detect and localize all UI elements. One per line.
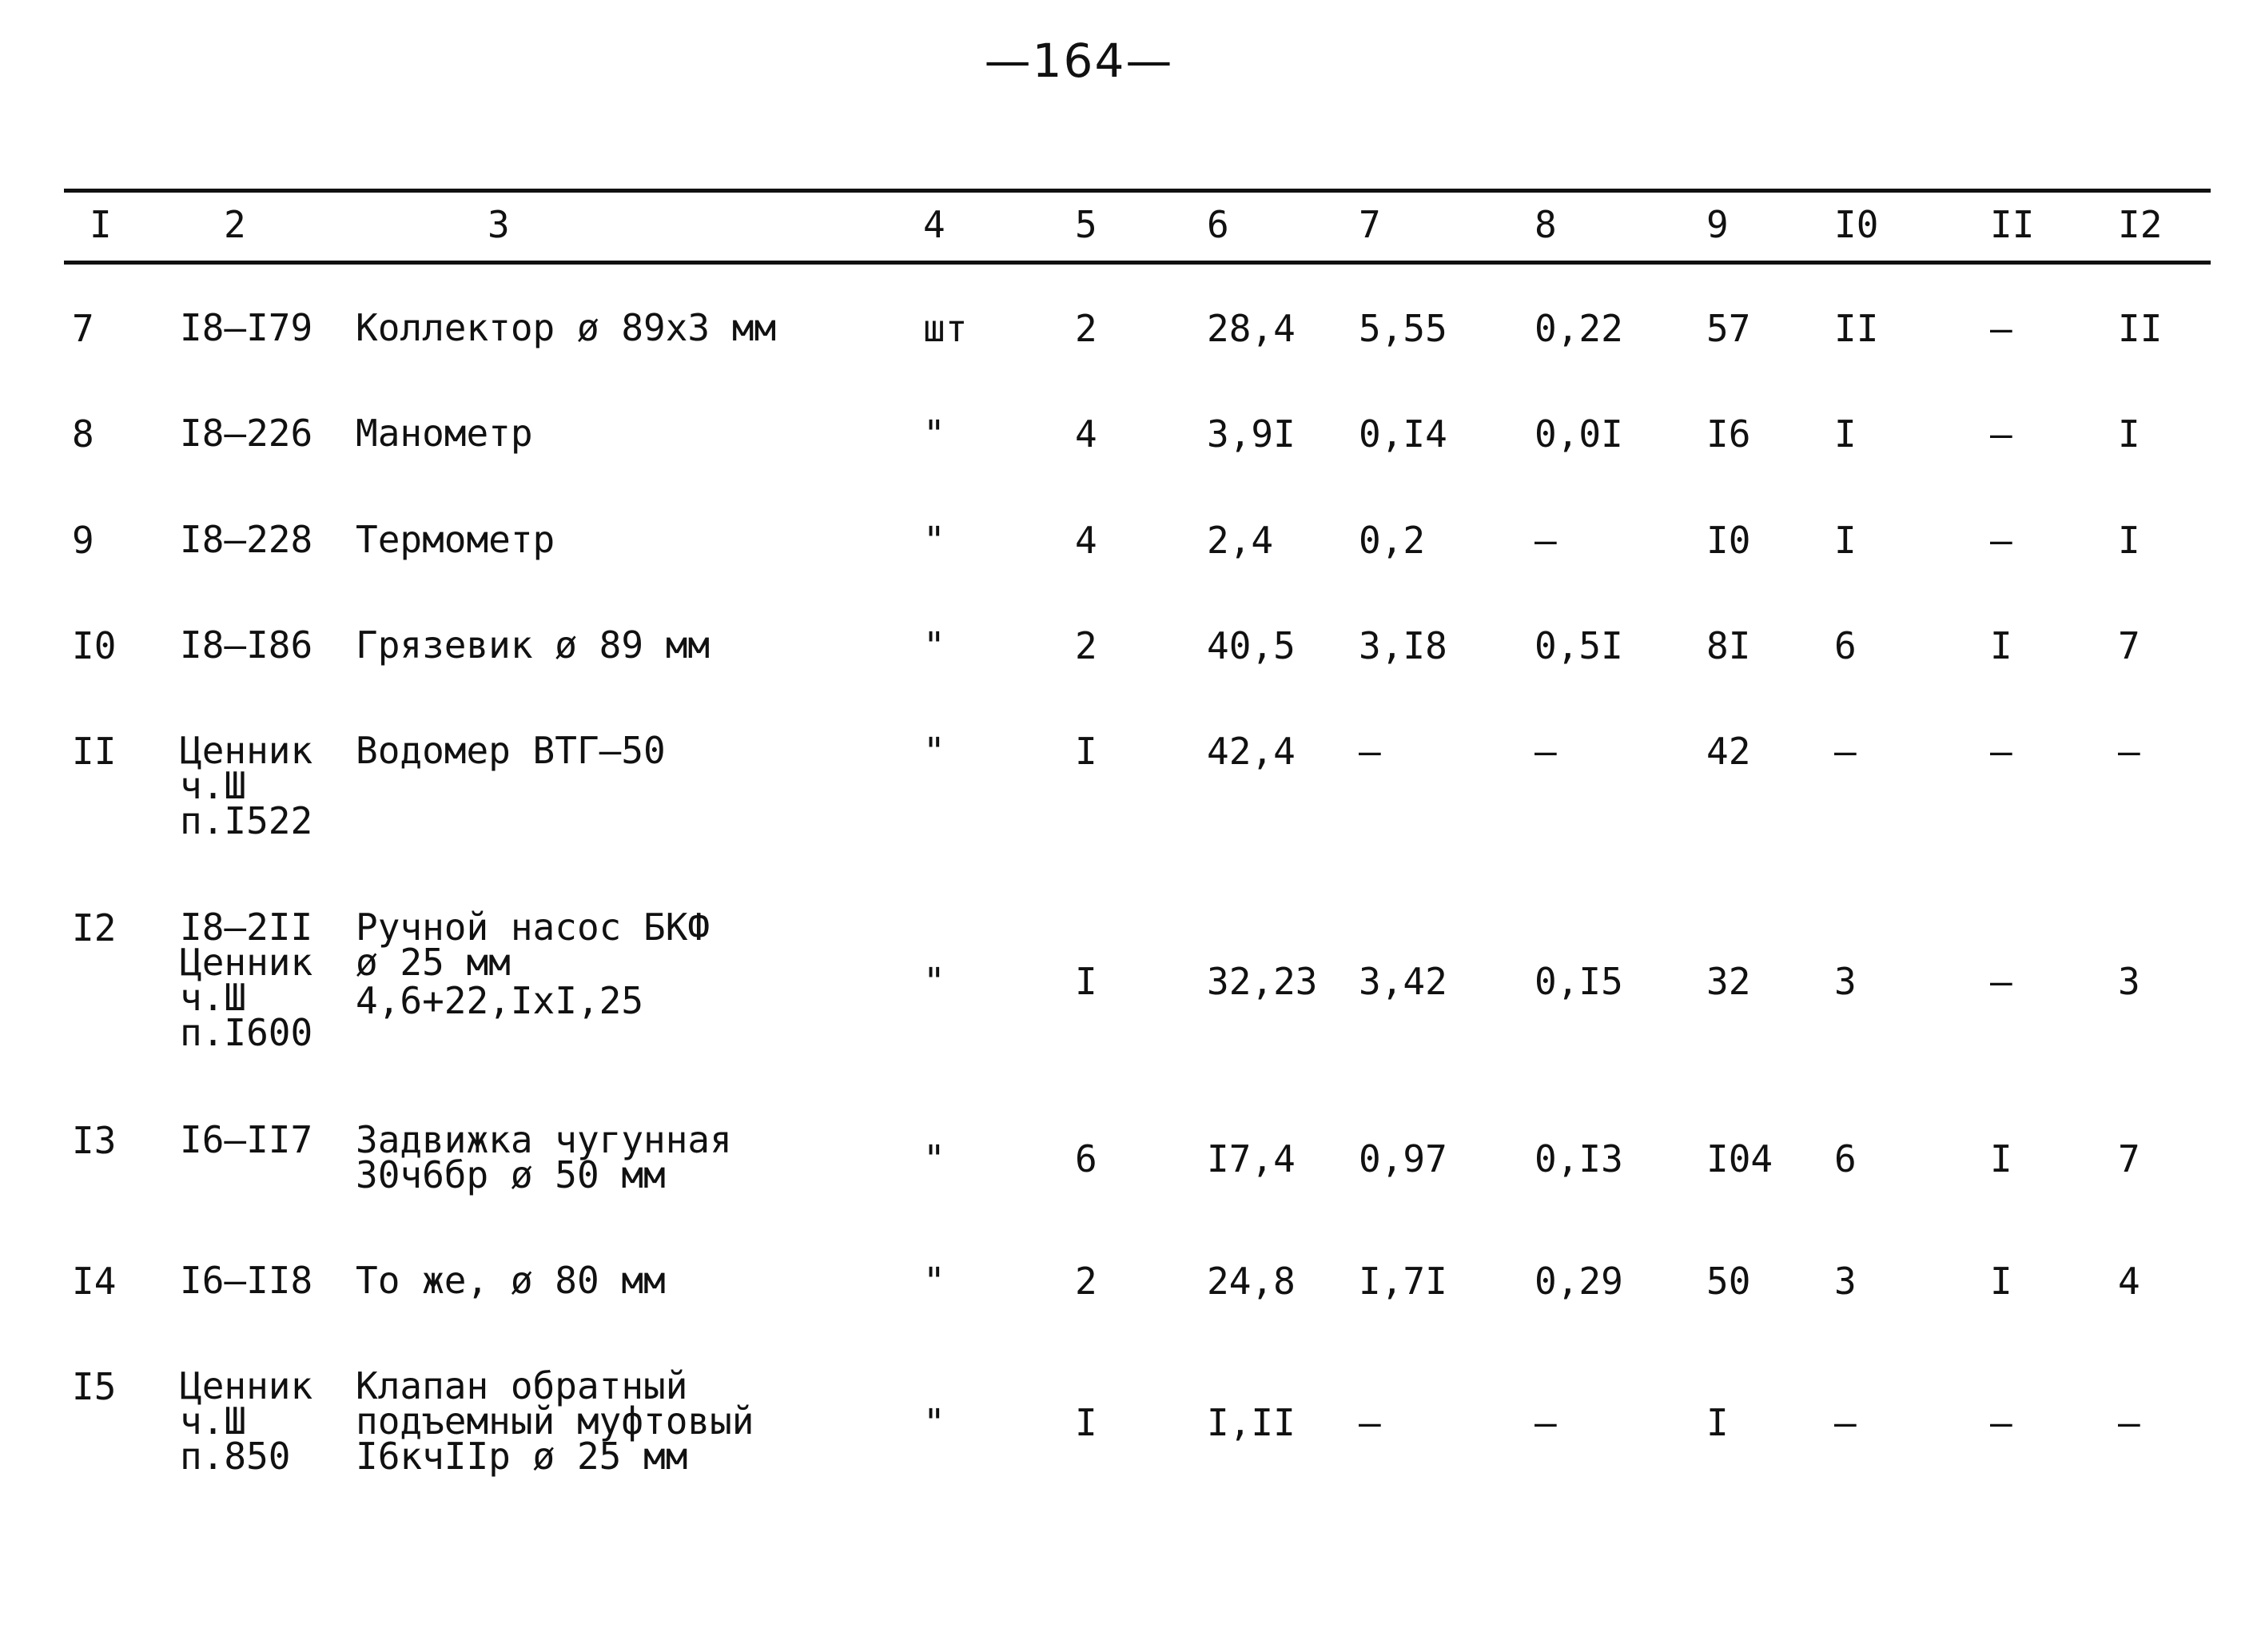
cell-col-10: II (1834, 307, 1879, 350)
cell-col-12: I (2118, 519, 2140, 562)
cell-line: п.850 (180, 1435, 291, 1478)
cell-col-8: 0,I5 (1535, 960, 1623, 1003)
cell-col-7: – (1359, 1401, 1381, 1444)
header-cell-col-11: II (1990, 203, 2035, 246)
cell-col-12: 7 (2118, 1137, 2140, 1180)
cell-col-3 (356, 1364, 754, 1478)
header-cell-col-5: 5 (1075, 203, 1097, 246)
cell-col-4: " (923, 1401, 945, 1444)
cell-col-2 (180, 1118, 313, 1161)
cell-col-7: I,7I (1359, 1260, 1447, 1303)
cell-col-4: " (923, 1260, 945, 1303)
header-cell-col-8: 8 (1535, 203, 1557, 246)
cell-line: I8–2II (180, 906, 313, 949)
cell-col-4: " (923, 1137, 945, 1180)
header-cell-col-6: 6 (1207, 203, 1229, 246)
cell-line: п.I600 (180, 1011, 313, 1054)
cell-col-7: 3,42 (1359, 960, 1447, 1003)
cell-col-6: 3,9I (1207, 412, 1296, 456)
cell-col-7: 3,I8 (1359, 624, 1447, 667)
header-cell-col-4: 4 (923, 203, 945, 246)
cell-line: I8–226 (180, 412, 313, 455)
cell-line: Манометр (356, 412, 533, 455)
cell-col-6: I,II (1207, 1401, 1296, 1444)
cell-col-5: 2 (1075, 624, 1097, 667)
cell-col-4: " (923, 412, 945, 456)
table-top-rule (64, 189, 2211, 193)
cell-line: п.I522 (180, 799, 313, 842)
cell-col-9: 8I (1706, 624, 1751, 667)
cell-line: ø 25 мм (356, 941, 511, 984)
cell-col-5: I (1075, 1401, 1097, 1444)
cell-col-2 (180, 729, 313, 842)
cell-col-11: I (1990, 1137, 2012, 1180)
cell-col-9: 57 (1706, 307, 1751, 350)
cell-line: подъемный муфтовый (356, 1399, 754, 1443)
cell-col-3 (356, 412, 533, 455)
cell-col-9: I6 (1706, 412, 1751, 456)
cell-col-2 (180, 623, 313, 667)
cell-line: Термометр (356, 518, 555, 561)
cell-line: Ценник (180, 729, 313, 772)
cell-col-2 (180, 412, 313, 455)
cell-col-11: – (1990, 1401, 2012, 1444)
cell-col-10: I (1834, 412, 1857, 456)
cell-col-9: 32 (1706, 960, 1751, 1003)
cell-col-2 (180, 906, 313, 1054)
cell-col-1: I4 (72, 1260, 117, 1303)
cell-line: Водомер ВТГ–50 (356, 729, 666, 772)
cell-col-8: – (1535, 1401, 1557, 1444)
cell-col-3 (356, 1259, 666, 1302)
header-cell-col-10: I0 (1834, 203, 1879, 246)
cell-line: I6–II8 (180, 1259, 313, 1302)
cell-col-4: " (923, 624, 945, 667)
cell-col-12: I (2118, 412, 2140, 456)
cell-col-8: 0,5I (1535, 624, 1623, 667)
cell-col-10: – (1834, 1401, 1857, 1444)
cell-col-5: 2 (1075, 307, 1097, 350)
cell-col-11: – (1990, 412, 2012, 456)
cell-line: Ручной насос БКФ (356, 906, 711, 949)
cell-col-12: 4 (2118, 1260, 2140, 1303)
cell-col-10: 3 (1834, 1260, 1857, 1303)
cell-col-10: 6 (1834, 1137, 1857, 1180)
cell-col-8: – (1535, 519, 1557, 562)
header-cell-col-1: I (90, 203, 112, 246)
cell-col-7: 0,97 (1359, 1137, 1447, 1180)
cell-col-6: 42,4 (1207, 730, 1296, 773)
cell-line: 4,6+22,IхI,25 (356, 979, 644, 1022)
cell-line: I8–I86 (180, 623, 313, 667)
cell-col-3 (356, 729, 666, 772)
cell-line: Коллектор ø 89х3 мм (356, 306, 777, 349)
cell-col-8: 0,22 (1535, 307, 1623, 350)
cell-col-7: 0,I4 (1359, 412, 1447, 456)
cell-col-8: – (1535, 730, 1557, 773)
cell-col-12: 7 (2118, 624, 2140, 667)
cell-col-11: – (1990, 307, 2012, 350)
cell-col-4: " (923, 730, 945, 773)
page-number: —164— (984, 34, 1174, 88)
header-cell-col-3: 3 (488, 203, 510, 246)
cell-line: ч.Ш (180, 976, 247, 1019)
cell-col-9: I0 (1706, 519, 1751, 562)
cell-col-7: 5,55 (1359, 307, 1447, 350)
cell-col-8: 0,29 (1535, 1260, 1623, 1303)
cell-col-11: – (1990, 960, 2012, 1003)
cell-col-8: 0,0I (1535, 412, 1623, 456)
cell-col-3 (356, 306, 777, 349)
cell-col-7: – (1359, 730, 1381, 773)
cell-line: ч.Ш (180, 1399, 247, 1443)
table-header-rule (64, 261, 2211, 265)
cell-col-4: " (923, 960, 945, 1003)
cell-col-10: 3 (1834, 960, 1857, 1003)
cell-col-9: 42 (1706, 730, 1751, 773)
cell-col-5: 4 (1075, 412, 1097, 456)
cell-line: ч.Ш (180, 764, 247, 807)
cell-col-4: шт (923, 307, 968, 350)
cell-col-7: 0,2 (1359, 519, 1426, 562)
cell-col-1: 8 (72, 412, 94, 456)
cell-line: То же, ø 80 мм (356, 1259, 666, 1302)
cell-col-6: 28,4 (1207, 307, 1296, 350)
cell-line: I6кчIIр ø 25 мм (356, 1435, 688, 1478)
cell-col-9: 50 (1706, 1260, 1751, 1303)
header-cell-col-2: 2 (224, 203, 246, 246)
cell-col-6: 32,23 (1207, 960, 1318, 1003)
cell-col-11: I (1990, 1260, 2012, 1303)
cell-col-3 (356, 1118, 732, 1196)
header-cell-col-9: 9 (1706, 203, 1729, 246)
cell-line: I8–I79 (180, 306, 313, 349)
cell-col-1: I5 (72, 1365, 117, 1408)
cell-col-12: – (2118, 1401, 2140, 1444)
cell-line: I6–II7 (180, 1118, 313, 1161)
cell-line: Клапан обратный (356, 1364, 688, 1407)
cell-col-11: – (1990, 730, 2012, 773)
cell-col-5: 2 (1075, 1260, 1097, 1303)
cell-col-5: I (1075, 730, 1097, 773)
cell-line: Ценник (180, 1364, 313, 1407)
cell-col-11: I (1990, 624, 2012, 667)
cell-col-9: I (1706, 1401, 1729, 1444)
cell-col-1: I3 (72, 1119, 117, 1162)
cell-col-1: I2 (72, 906, 117, 949)
cell-col-6: I7,4 (1207, 1137, 1296, 1180)
cell-col-4: " (923, 519, 945, 562)
cell-col-9: I04 (1706, 1137, 1773, 1180)
cell-col-2 (180, 1259, 313, 1302)
cell-col-6: 40,5 (1207, 624, 1296, 667)
cell-col-2 (180, 518, 313, 561)
cell-col-10: I (1834, 519, 1857, 562)
cell-col-12: II (2118, 307, 2163, 350)
header-cell-col-7: 7 (1359, 203, 1381, 246)
cell-line: 30ч6бр ø 50 мм (356, 1153, 666, 1196)
header-cell-col-12: I2 (2118, 203, 2163, 246)
cell-col-3 (356, 623, 711, 667)
cell-col-6: 24,8 (1207, 1260, 1296, 1303)
cell-col-6: 2,4 (1207, 519, 1274, 562)
cell-col-1: I0 (72, 624, 117, 667)
cell-col-12: – (2118, 730, 2140, 773)
cell-col-3 (356, 906, 711, 1022)
cell-col-1: II (72, 730, 117, 773)
cell-col-8: 0,I3 (1535, 1137, 1623, 1180)
cell-col-3 (356, 518, 555, 561)
cell-col-10: – (1834, 730, 1857, 773)
cell-col-5: 6 (1075, 1137, 1097, 1180)
cell-col-5: I (1075, 960, 1097, 1003)
cell-col-11: – (1990, 519, 2012, 562)
cell-col-2 (180, 1364, 313, 1478)
cell-col-10: 6 (1834, 624, 1857, 667)
cell-col-5: 4 (1075, 519, 1097, 562)
cell-col-12: 3 (2118, 960, 2140, 1003)
cell-line: Задвижка чугунная (356, 1118, 732, 1161)
cell-line: Ценник (180, 941, 313, 984)
cell-col-1: 9 (72, 519, 94, 562)
cell-col-2 (180, 306, 313, 349)
cell-col-1: 7 (72, 307, 94, 350)
cell-line: Грязевик ø 89 мм (356, 623, 711, 667)
cell-line: I8–228 (180, 518, 313, 561)
